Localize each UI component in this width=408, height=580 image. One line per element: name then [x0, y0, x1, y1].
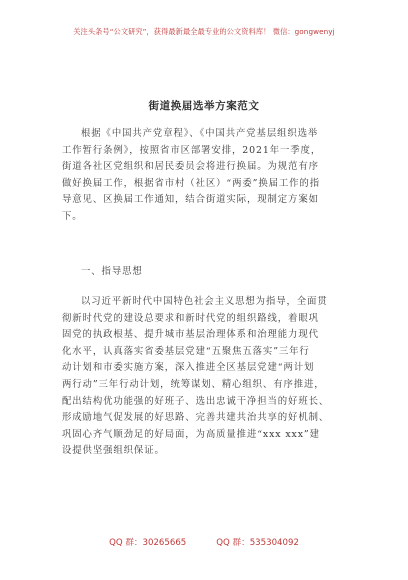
footer-qq-group-1: QQ 群：30265665	[109, 538, 187, 548]
paragraph-line: 化水平，认真落实省委基层党建“五聚焦五落实”三年行	[62, 345, 310, 357]
header-banner: 关注头条号“公文研究”，获得最新最全最专业的公文资料库！ 微信：gongwenyj	[73, 27, 335, 36]
paragraph-intro	[62, 126, 350, 226]
paragraph-line: 街道各社区党组织和居民委员会将进行换届。为规范有序	[62, 161, 319, 173]
paragraph-line: 配出结构优功能强的好班子、选出忠诚干净担当的好班长、	[62, 395, 330, 407]
paragraph-line: 固党的执政根基、提升城市基层治理体系和治理能力现代	[62, 329, 319, 341]
paragraph-guiding-thought	[62, 294, 350, 460]
paragraph-line: 工作暂行条例》，按照省市区部署安排，2021年一季度，	[62, 144, 322, 156]
paragraph-line: 根据《中国共产党章程》、《中国共产党基层组织选举	[81, 128, 319, 139]
paragraph-line: 形成励地气促发展的好思路、完善共建共治共享的好机制、	[62, 412, 330, 424]
paragraph-line: 两行动”三年行动计划，统筹谋划、精心组织、有序推进，	[62, 378, 325, 390]
paragraph-line: 下。	[62, 210, 83, 222]
paragraph-line: 以习近平新时代中国特色社会主义思想为指导，全面贯	[81, 296, 328, 307]
section-heading: 一、指导思想	[81, 266, 143, 277]
paragraph-line: 做好换届工作，根据省市村（社区）“两委”换届工作的指	[62, 177, 320, 189]
paragraph-line: 彻新时代党的建设总要求和新时代党的组织路线，着眼巩	[62, 312, 319, 324]
footer-contacts	[0, 536, 408, 548]
paragraph-line: 动计划和市委实施方案，深入推进全区基层党建“两计划	[62, 362, 315, 374]
paragraph-line: 设提供坚强组织保证。	[62, 445, 165, 457]
paragraph-line: 巩固心齐气顺劲足的好局面，为高质量推进“xxx xxx”建	[62, 428, 320, 440]
document-title: 街道换届选举方案范文	[148, 100, 260, 112]
paragraph-line: 导意见、区换届工作通知，结合街道实际，现制定方案如	[62, 194, 319, 206]
footer-qq-group-2: QQ 群：535304092	[216, 538, 299, 548]
